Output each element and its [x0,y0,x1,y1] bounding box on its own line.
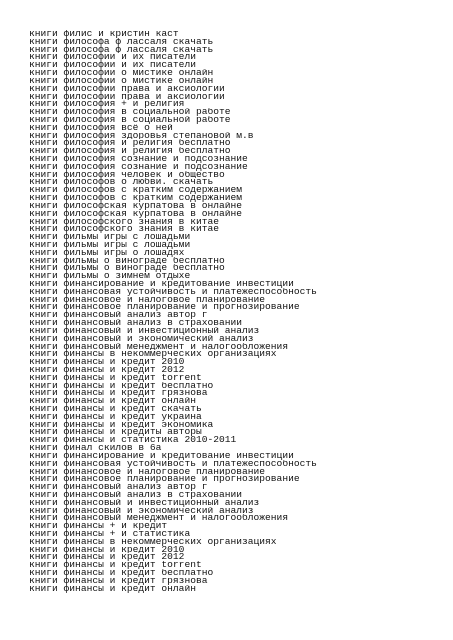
list-item: книги финансы и кредит torrent [29,561,202,570]
list-item: книги философа ф лассаля скачать [29,37,214,46]
list-item: книги финансовое и налоговое планирование [29,295,266,304]
list-item: книги финансирование и кредитование инвестиции [29,280,294,288]
list-item: книги философов с кратким содержанием [29,194,243,202]
list-item: книги финансы и кредит 2010 [29,545,185,554]
list-item: книги финансовое планирование и прогнозирование [29,475,300,484]
list-item: книги финансы и кредит экономика [29,420,214,429]
list-item: книги финансы + и статистика [29,530,191,538]
list-item: книги философия сознание и подсознание [29,162,248,171]
list-item: книги философии и их писатели [29,53,196,62]
list-item: книги философская курпатова в онлайне [29,201,243,210]
list-item: книги философия всё о ней [29,123,173,132]
list-item: книги философского знания в китае [29,217,219,226]
list-item: книги философия + и религия [29,100,185,109]
list-item: книги финансовый анализ в страховании [29,490,243,499]
list-item: книги финансовый менеджмент и налогообложения [29,514,289,523]
list-item: книги финансы и кредит 2012 [29,365,185,374]
list-item: книги финансовый анализ в страховании [29,319,243,327]
list-item: книги финансы и кредит бесплатно [29,381,214,390]
list-item: книги философия человек и общество [29,170,225,179]
list-item: книги финансы и кредит 2010 [29,358,185,366]
list-item: книги финансы и кредит онлайн [29,397,196,405]
list-item: книги финансы и кредит torrent [29,373,202,382]
list-item: книги финансы и кредит бесплатно [29,569,214,577]
list-item: книги фильмы о винограде бесплатно [29,256,225,265]
list-item: книги философии права и аксиологии [29,84,225,93]
list-item: книги финансовый анализ автор г [29,311,208,320]
list-item: книги финансовый и экономический анализ [29,506,254,515]
list-item: книги философия здоровья степановой м.в [29,131,254,140]
list-item: книги финансы в некоммерческих организациях [29,350,277,359]
list-item: книги фильмы игры с лошадьми [29,240,191,249]
list-item: книги философия и религия бесплатно [29,147,231,155]
list-item: книги философии о мистике онлайн [29,69,214,77]
list-item: книги философа ф лассаля скачать [29,45,214,54]
list-item: книги философия сознание и подсознание [29,155,248,163]
list-item: книги финансовый и экономический анализ [29,334,254,343]
list-item: книги финансы в некоммерческих организациях [29,537,277,546]
list-item: книги финансовое планирование и прогнозирование [29,303,300,312]
list-item: книги философии и их писатели [29,61,196,70]
list-item: книги философов с кратким содержанием [29,186,243,195]
list-item: книги фильмы игры о лошадях [29,248,185,257]
list-item: книги финансы и кредит грязнова [29,576,208,585]
list-item: книги финансы и статистика 2010-2011 [29,436,237,445]
list-item: книги фильмы игры с лошадьми [29,233,191,241]
list-item: книги финал скилов в 6а [29,444,162,452]
list-item: книги финансы + и кредит [29,522,168,530]
list-item: книги финансы и кредит 2012 [29,553,185,562]
list-item: книги финансовое и налоговое планирование [29,467,266,476]
list-item: книги философов о любви. скачать [29,178,214,187]
list-item: книги философская курпатова в онлайне [29,209,243,218]
list-item: книги фильмы о зимнем отдыхе [29,272,191,280]
list-item: книги финансы и кредит онлайн [29,584,196,593]
list-item: книги финансы и кредит украина [29,412,202,421]
list-item: книги финансовый менеджмент и налогообложения [29,342,289,351]
list-item: книги финансовый анализ автор г [29,483,208,491]
list-item: книги философия в социальной работе [29,108,231,116]
list-item: книги финансирование и кредитование инвестиции [29,451,294,460]
list-item: книги финансы и кредит скачать [29,405,202,413]
list-item: книги финансовый и инвестиционный анализ [29,326,260,335]
list-item: книги философского знания в китае [29,225,219,234]
list-item: книги финансы и кредиты авторы [29,428,202,437]
list-item: книги философии о мистике онлайн [29,76,214,85]
list-item: книги фильмы о винограде бесплатно [29,264,225,273]
list-item: книги философия и религия бесплатно [29,139,231,148]
list-item: книги философия в социальной работе [29,115,231,124]
list-item: книги финансы и кредит грязнова [29,389,208,398]
list-item: книги филис и кристин каст [29,30,179,38]
keyword-list [29,30,429,593]
list-item: книги финансовая устойчивость и платежеспособность [29,459,317,468]
list-item: книги финансовая устойчивость и платежеспособность [29,287,317,296]
list-item: книги финансовый и инвестиционный анализ [29,498,260,507]
list-item: книги философии права и аксиологии [29,92,225,101]
